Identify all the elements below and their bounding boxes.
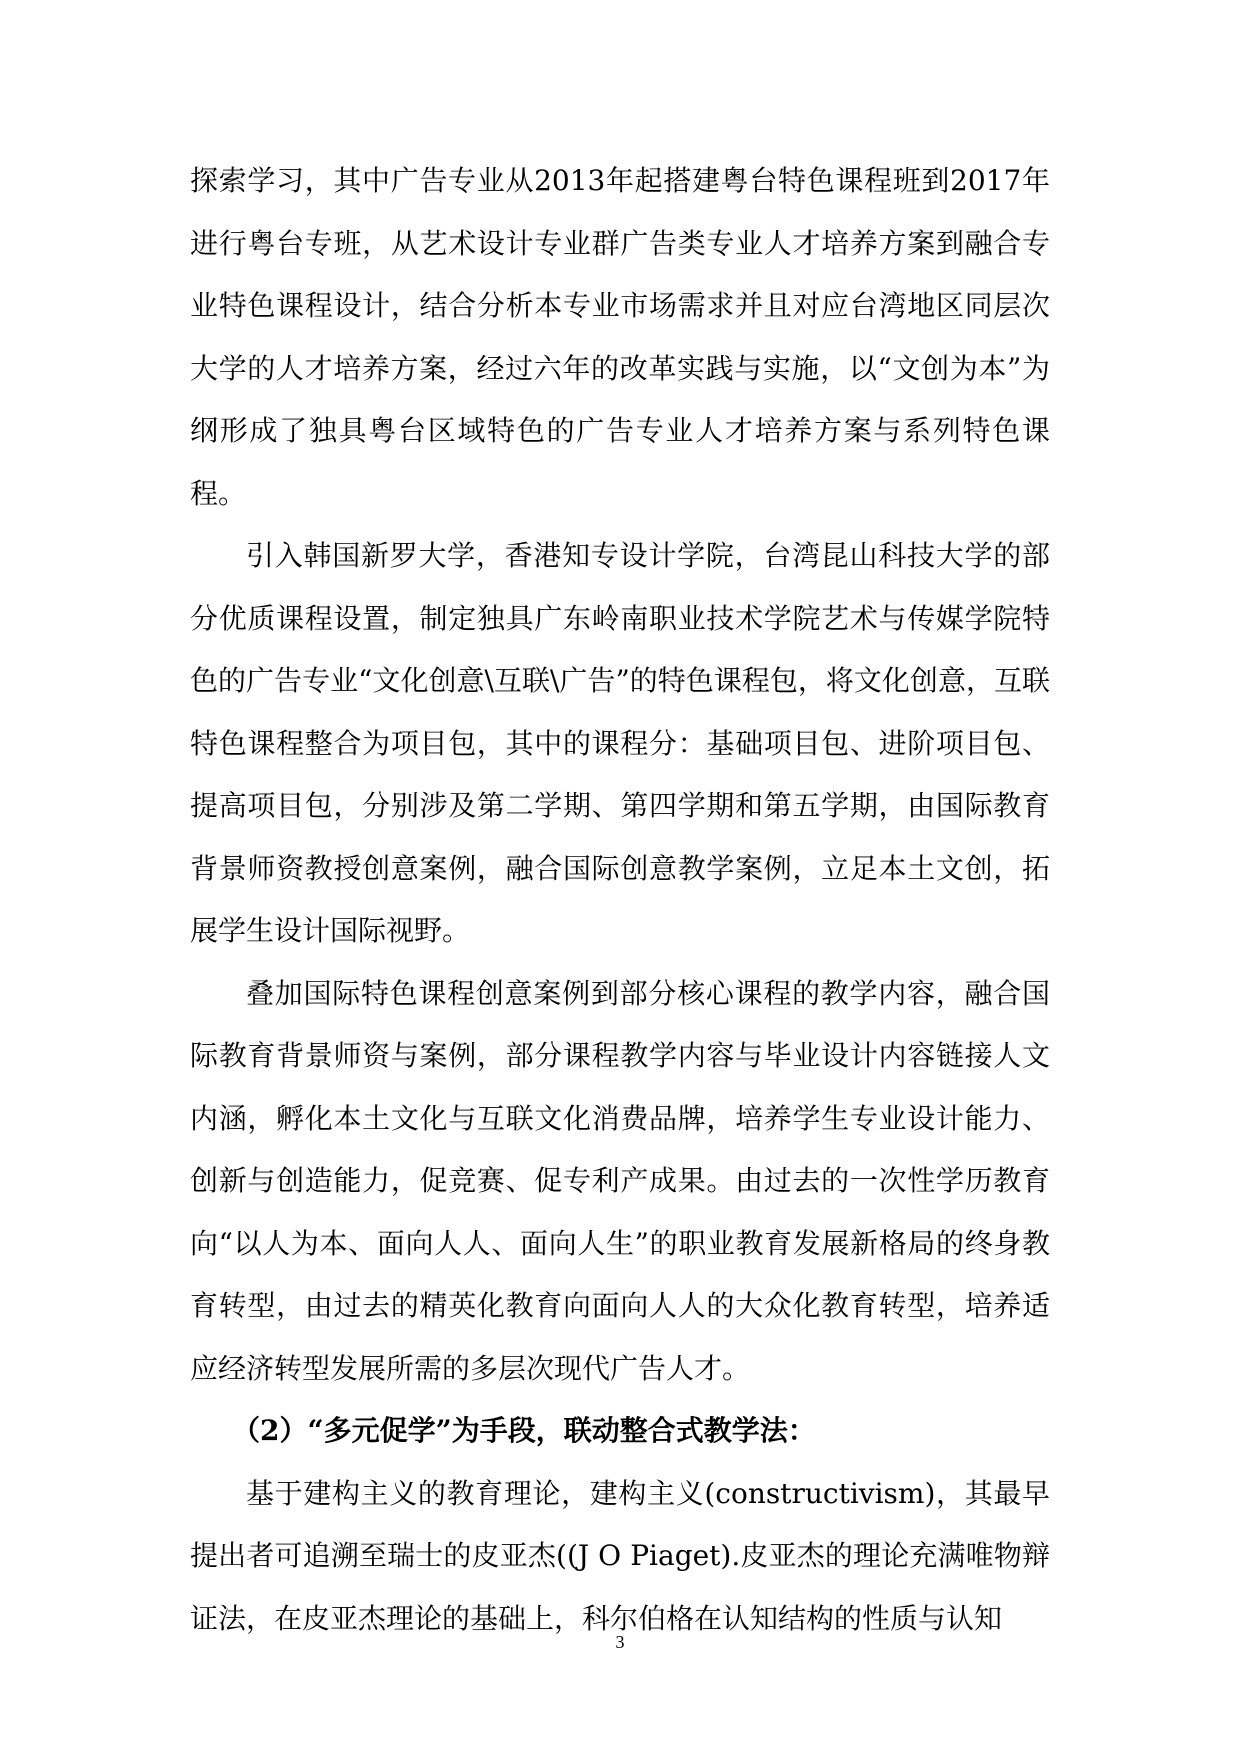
page-number: 3 [615,1632,625,1652]
paragraph-4: 基于建构主义的教育理论，建构主义(constructivism)，其最早提出者可追溯至瑞士的皮亚杰((J O Piaget).皮亚杰的理论充满唯物辩证法，在皮亚杰理论的基础上，科尔伯格在认知结构的性质与认知 [190,1476,1050,1635]
section-heading: （2）“多元促学”为手段，联动整合式教学法： [232,1414,816,1447]
paragraph-2: 引入韩国新罗大学，香港知专设计学院，台湾昆山科技大学的部分优质课程设置，制定独具广东岭南职业技术学院艺术与传媒学院特色的广告专业“文化创意\互联\广告”的特色课程包，将文化创意，互联特色课程整合为项目包，其中的课程分：基础项目包、进阶项目包、提高项目包，分别涉及第二学期、第四学期和第五学期，由国际教育背景师资教授创意案例，融合国际创意教学案例，立足本土文创，拓展学生设计国际视野。 [190,539,1050,947]
paragraph-1: 探索学习，其中广告专业从2013年起搭建粤台特色课程班到2017年进行粤台专班，从艺术设计专业群广告类专业人才培养方案到融合专业特色课程设计，结合分析本专业市场需求并且对应台湾地区同层次大学的人才培养方案，经过六年的改革实践与实施，以“文创为本”为纲形成了独具粤台区域特色的广告专业人才培养方案与系列特色课程。 [190,164,1050,510]
paragraph-3: 叠加国际特色课程创意案例到部分核心课程的教学内容，融合国际教育背景师资与案例，部分课程教学内容与毕业设计内容链接人文内涵，孵化本土文化与互联文化消费品牌，培养学生专业设计能力、创新与创造能力，促竞赛、促专利产成果。由过去的一次性学历教育向“以人为本、面向人人、面向人生”的职业教育发展新格局的终身教育转型，由过去的精英化教育向面向人人的大众化教育转型，培养适应经济转型发展所需的多层次现代广告人才。 [190,976,1050,1385]
document-body [190,150,1050,1650]
